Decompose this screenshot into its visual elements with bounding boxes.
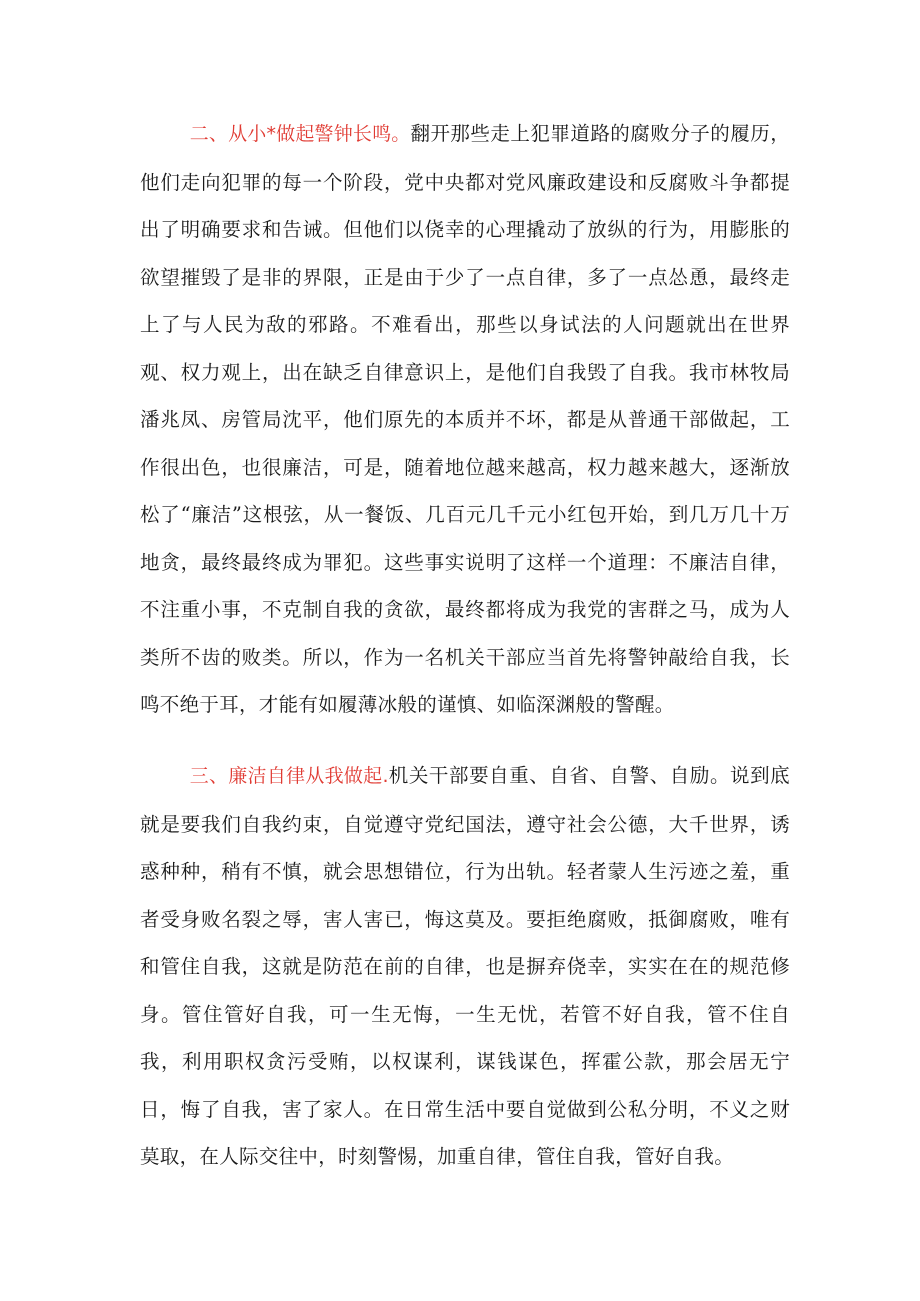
section-three-body: 机关干部要自重、自省、自警、自励。说到底就是要我们自我约束，自觉遵守党纪国法，遵守社会公德，大千世界，诱惑种种，稍有不慎，就会思想错位，行为出轨。轻者蒙人生污迹之羞，重者受身败名裂之辱，害人害已，悔这莫及。要拒绝腐败，抵御腐败，唯有和管住自我，这就是防范在前的自律，也是摒弃侥幸，实实在在的规范修身。管住管好自我，可一生无悔，一生无忧，若管不好自我，管不住自我，利用职权贪污受贿，以权谋利，谋钱谋色，挥霍公款，那会居无宁日，悔了自我，害了家人。在日常生活中要自觉做到公私分明，不义之财莫取，在人际交往中，时刻警惕，加重自律，管住自我，管好自我。 (140, 764, 790, 1168)
section-two-paragraph (140, 110, 790, 729)
section-two-body: 翻开那些走上犯罪道路的腐败分子的履历，他们走向犯罪的每一个阶段，党中央都对党风廉政建设和反腐败斗争都提出了明确要求和告诫。但他们以侥幸的心理撬动了放纵的行为，用膨胀的欲望摧毁了是非的界限，正是由于少了一点自律，多了一点怂恿，最终走上了与人民为敌的邪路。不难看出，那些以身试法的人问题就出在世界观、权力观上，出在缺乏自律意识上，是他们自我毁了自我。我市林牧局潘兆凤、房管局沈平，他们原先的本质并不坏，都是从普通干部做起，工作很出色，也很廉洁，可是，随着地位越来越高，权力越来越大，逐渐放松了“廉洁”这根弦，从一餐饭、几百元几千元小红包开始，到几万几十万地贪，最终最终成为罪犯。这些事实说明了这样一个道理：不廉洁自律，不注重小事，不克制自我的贪欲，最终都将成为我党的害群之马，成为人类所不齿的败类。所以，作为一名机关干部应当首先将警钟敲给自我，长鸣不绝于耳，才能有如履薄冰般的谨慎、如临深渊般的警醒。 (140, 122, 790, 716)
section-three-paragraph (140, 752, 790, 1181)
section-three-heading: 三、廉洁自律从我做起. (189, 765, 389, 787)
section-two-heading: 二、从小*做起警钟长鸣。 (189, 123, 411, 145)
